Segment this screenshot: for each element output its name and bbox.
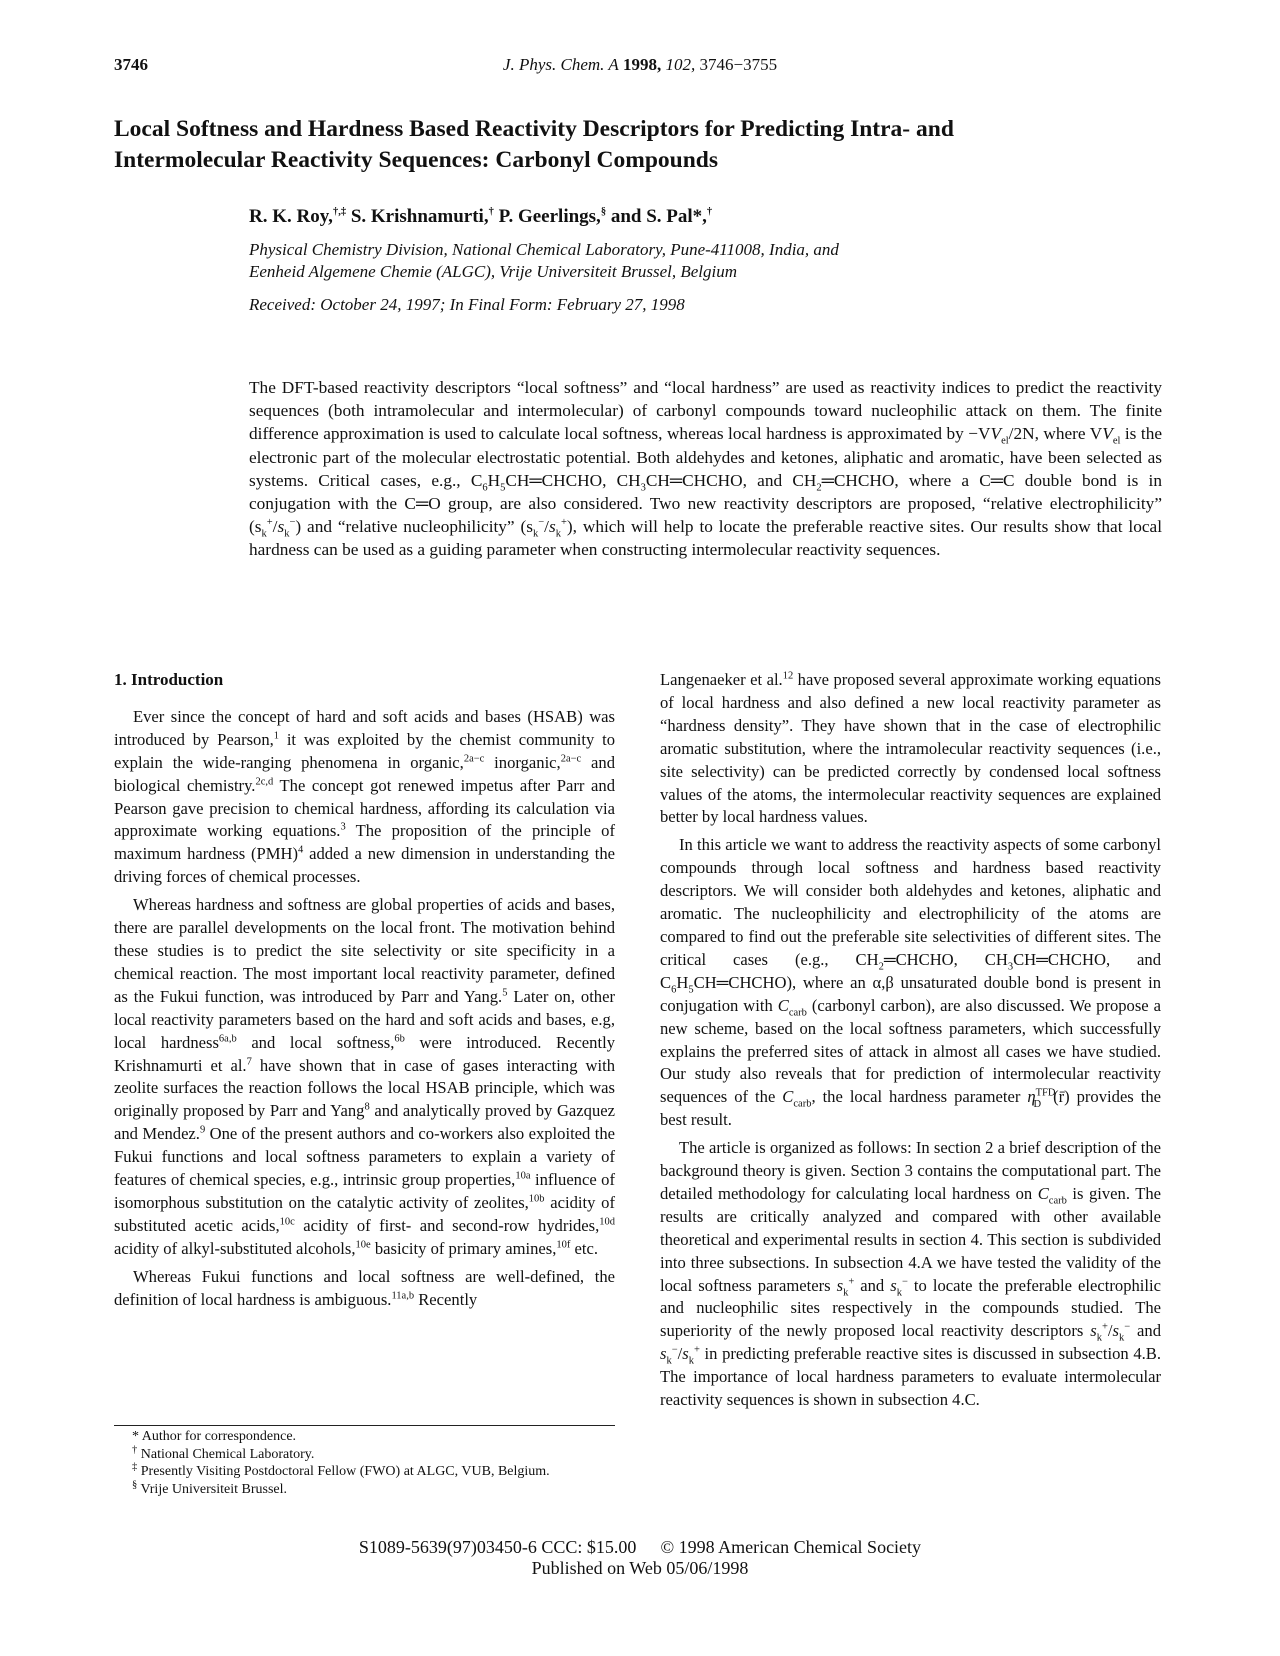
text: have proposed several approximate working equations of local hardness and also defined a new local reactivity parameter as “hardness density”. They have shown that in the case of electrophilic aromatic substitution, where the intramolecular reactivity sequences (i.e., site selectivity) can be predicted correctly by condensed local softness values of the atoms, the intermolecular reactivity sequences are explained better by local hardness values. xyxy=(660,670,1162,827)
text: The concept got renewed impetus after Parr and Pearson gave precision to chemical hardness, affording its calculation via approximate working equations. xyxy=(114,775,615,841)
ref: 2a−c xyxy=(463,753,485,765)
text: added a new dimension in understanding the driving forces of chemical processes. xyxy=(114,844,615,887)
sym: − xyxy=(538,517,545,529)
ref: 5 xyxy=(502,987,508,999)
journal-year: 1998, xyxy=(623,55,662,74)
author-pal: and S. Pal*, xyxy=(606,206,707,227)
text: Recently xyxy=(414,1289,478,1309)
sym: s xyxy=(277,517,285,537)
text: and biological chemistry. xyxy=(114,752,616,795)
ref: 9 xyxy=(199,1124,206,1136)
sym: + xyxy=(693,1344,700,1356)
abstract-text: CH═CHCHO, and CH xyxy=(645,470,817,490)
journal-name: J. Phys. Chem. A xyxy=(502,55,619,74)
sym: s xyxy=(1090,1321,1097,1341)
text: it was exploited by the chemist community to explain the wide-ranging phenomena in organic, xyxy=(114,729,615,772)
text: In this article we want to address the reactivity aspects of some carbonyl compounds through local softness and hardness based reactivity descriptors. We will consider both aldehydes and ketones, aliphatic and aromatic. The nucleophilicity and electrophilicity of the atoms are compared to find out the preferable site selectivities of different sites. The critical cases (e.g., CH xyxy=(660,835,1161,969)
sym: − xyxy=(289,517,296,529)
sym: † xyxy=(132,1443,138,1455)
left-column xyxy=(114,670,616,1311)
article-title xyxy=(114,114,1174,176)
author-pal-mark: † xyxy=(706,206,713,218)
sym: / xyxy=(677,1344,683,1364)
abstract-text: CH═CHCHO, CH xyxy=(505,470,641,490)
affiliation-line-1: Physical Chemistry Division, National Chemical Laboratory, Pune-411008, India, and xyxy=(249,240,839,259)
section-heading: 1. Introduction xyxy=(114,670,224,689)
text: to locate the preferable electrophilic and nucleophilic sites respectively in the compounds studied. The superiority of the newly proposed local reactivity descriptors xyxy=(660,1275,1161,1341)
sym: C xyxy=(777,995,789,1015)
text: The proposition of the principle of maximum hardness (PMH) xyxy=(114,821,615,864)
sym: / xyxy=(272,517,278,537)
text: and local softness, xyxy=(236,1032,395,1052)
sym: H xyxy=(676,972,689,992)
abstract xyxy=(249,376,1162,562)
sym: / xyxy=(1107,1321,1113,1341)
received-dates: Received: October 24, 1997; In Final Form: February 27, 1998 xyxy=(249,295,685,314)
paragraph xyxy=(660,834,1161,1132)
footnote-correspondence: * Author for correspondence. xyxy=(132,1429,297,1444)
ref: 2a−c xyxy=(560,753,582,765)
sym: / xyxy=(544,517,549,537)
sym: ‡ xyxy=(132,1461,138,1473)
text: and xyxy=(854,1275,891,1295)
sym: + xyxy=(1101,1321,1108,1333)
text: in predicting preferable reactive sites is discussed in subsection 4.B. The importance of local hardness parameters to evaluate intermolecular reactivity sequences is shown in subsection 4.C. xyxy=(660,1344,1161,1410)
sym: carb xyxy=(788,1007,807,1018)
sym: C xyxy=(1037,1183,1049,1203)
sym: el xyxy=(1112,435,1121,447)
text: influence of isomorphous substitution on the catalytic activity of zeolites, xyxy=(114,1170,616,1212)
sym: − xyxy=(671,1344,678,1356)
ref: 7 xyxy=(246,1055,252,1067)
sym: k xyxy=(1096,1332,1102,1344)
text: acidity of alkyl-substituted alcohols, xyxy=(114,1238,356,1258)
sym: (r̄) xyxy=(1053,1087,1070,1107)
title-line-2: Intermolecular Reactivity Sequences: Carbonyl Compounds xyxy=(114,147,719,173)
text: provides the best result. xyxy=(660,1087,1162,1130)
text: ═CHCHO, CH xyxy=(883,949,1008,969)
text: National Chemical Laboratory. xyxy=(137,1446,315,1462)
journal-pages: 3746−3755 xyxy=(699,55,778,74)
sym: k xyxy=(533,528,539,540)
footnote-vub xyxy=(114,1478,615,1499)
author-list xyxy=(249,206,712,228)
sym: § xyxy=(132,1478,138,1490)
paragraph xyxy=(660,1137,1161,1412)
journal-citation xyxy=(0,55,1280,75)
footnote-ncl xyxy=(114,1443,615,1464)
sym: 5 xyxy=(500,482,506,494)
sym: k xyxy=(261,528,267,540)
sym: TFD xyxy=(1035,1087,1056,1099)
ref: 10c xyxy=(279,1216,295,1228)
ref: 10f xyxy=(556,1239,571,1251)
sym: k xyxy=(896,1286,902,1298)
text: Whereas Fukui functions and local softness are well-defined, the definition of local hardness is ambiguous. xyxy=(114,1266,615,1309)
text: (carbonyl carbon), are also discussed. We propose a new scheme, based on the local softness parameters, which successfully explains the preferred sites of attack in almost all cases we have studied. Our study also reveals that for prediction of intermolecular reactivity sequences of the xyxy=(660,995,1161,1107)
author-geerlings: P. Geerlings, xyxy=(493,206,601,227)
text: CH═CHCHO), where an α,β unsaturated double bond is present in conjugation with xyxy=(660,972,1161,1015)
publication-date: Published on Web 05/06/1998 xyxy=(531,1558,749,1578)
author-krishnamurti: S. Krishnamurti, xyxy=(346,206,489,227)
sym: el xyxy=(1001,435,1009,447)
abstract-text: /2N, where V xyxy=(1008,424,1103,444)
sym: carb xyxy=(1048,1195,1067,1207)
sym: 6 xyxy=(671,984,677,996)
text: Ever since the concept of hard and soft acids and bases (HSAB) was introduced by Pearson, xyxy=(114,706,615,749)
sym: 5 xyxy=(688,984,694,996)
ref: 10b xyxy=(528,1193,545,1205)
sym: k xyxy=(555,528,561,540)
sym: s xyxy=(1112,1321,1119,1341)
text: CH═CHCHO, and C xyxy=(660,949,1161,992)
sym: V xyxy=(990,424,1002,444)
text: acidity of substituted acetic acids, xyxy=(114,1192,615,1235)
author-krishnamurti-mark: † xyxy=(488,206,494,218)
ref: 3 xyxy=(340,821,346,833)
text: acidity of first- and second-row hydrides, xyxy=(294,1215,600,1235)
text: Presently Visiting Postdoctoral Fellow (FWO) at ALGC, VUB, Belgium. xyxy=(137,1464,550,1479)
footnote-rule xyxy=(114,1425,615,1426)
ref: 4 xyxy=(298,844,304,856)
text: inorganic, xyxy=(484,752,561,772)
sym: + xyxy=(560,517,567,529)
author-roy: R. K. Roy, xyxy=(249,206,333,227)
footnotes xyxy=(114,1428,615,1498)
paragraph xyxy=(114,894,615,1261)
sym: H xyxy=(487,470,501,490)
sym: + xyxy=(266,517,273,529)
ref: 12 xyxy=(782,670,794,682)
text: and analytically proved by Gazquez and Mendez. xyxy=(114,1101,615,1144)
abstract-text: is the electronic part of the molecular electrostatic potential. Both aldehydes and ketones, aliphatic and aromatic, have been selected as systems. Critical cases, e.g., C xyxy=(249,424,1162,490)
text: , the local hardness parameter xyxy=(811,1087,1028,1107)
abstract-text: ), which will help to locate the preferable reactive sites. Our results show that local hardness can be used as a guiding parameter when constructing intermolecular reactivity sequences. xyxy=(249,517,1163,560)
text: and xyxy=(1130,1321,1161,1341)
copyright: © 1998 American Chemical Society xyxy=(660,1537,922,1557)
ref: 10d xyxy=(599,1216,615,1228)
text: Later on, other local reactivity parameters based on the hard and soft acids and bases, e.g, local hardness xyxy=(114,986,615,1052)
sym: η xyxy=(1027,1087,1036,1107)
ref: 2c,d xyxy=(255,776,274,788)
text: is given. The results are critically analyzed and compared with other available theoretical and experimental results in section 4. This section is subdivided into three subsections. In subsection 4.A we have tested the validity of the local softness parameters xyxy=(660,1183,1161,1295)
author-geerlings-mark: § xyxy=(600,206,607,218)
sym: C xyxy=(782,1087,794,1107)
sym: k xyxy=(688,1355,694,1367)
sym: s xyxy=(660,1344,667,1364)
paragraph xyxy=(114,706,615,889)
page-number: 3746 xyxy=(114,55,148,74)
footnote-fwo xyxy=(114,1463,615,1481)
text: One of the present authors and co-workers also exploited the Fukui functions and local softness parameters to explain a variety of features of chemical species, e.g., intrinsic group properties, xyxy=(114,1124,616,1190)
sym: k xyxy=(843,1286,849,1298)
sym: s xyxy=(682,1344,689,1364)
title-line-1: Local Softness and Hardness Based Reactivity Descriptors for Predicting Intra- and xyxy=(114,116,954,142)
abstract-text: The DFT-based reactivity descriptors “local softness” and “local hardness” are used as reactivity indices to predict the reactivity sequences (both intramolecular and intermolecular) of carbonyl compounds toward nucleophilic attack on them. The finite difference approximation is used to calculate local softness, whereas local hardness is approximated by −V xyxy=(249,378,1162,444)
author-roy-mark: †,‡ xyxy=(332,206,347,218)
sym: s xyxy=(890,1275,897,1295)
sym: + xyxy=(848,1276,855,1288)
sym: 3 xyxy=(640,482,646,494)
sym: k xyxy=(666,1355,672,1367)
sym: 2 xyxy=(816,482,822,494)
sym: − xyxy=(901,1276,908,1288)
sym: 2 xyxy=(878,961,884,973)
affiliation-line-2: Eenheid Algemene Chemie (ALGC), Vrije Universiteit Brussel, Belgium xyxy=(249,262,738,281)
journal-volume: 102, xyxy=(665,55,696,74)
ref: 8 xyxy=(364,1101,370,1113)
sym: − xyxy=(1124,1321,1131,1333)
doi-code: S1089-5639(97)03450-6 CCC: $15.00 xyxy=(358,1537,637,1557)
paragraph xyxy=(660,669,1161,829)
paragraph xyxy=(114,1266,615,1312)
text: The article is organized as follows: In section 2 a brief description of the background theory is given. Section 3 contains the computational part. The detailed methodology for calculating local hardness on xyxy=(660,1138,1161,1203)
sym: 6 xyxy=(482,482,488,494)
sym: V xyxy=(1102,424,1113,444)
abstract-text: ) and “relative nucleophilicity” (s xyxy=(295,517,533,537)
right-column xyxy=(660,669,1161,1412)
ref: 1 xyxy=(273,730,280,742)
text: Langenaeker et al. xyxy=(660,670,783,689)
text: basicity of primary amines, xyxy=(370,1238,557,1258)
sym: D xyxy=(1033,1098,1042,1110)
sym: k xyxy=(284,528,290,540)
ref: 6b xyxy=(394,1033,405,1045)
ref: 11a,b xyxy=(391,1290,415,1302)
text: etc. xyxy=(570,1238,599,1258)
text: were introduced. Recently Krishnamurti et al. xyxy=(114,1032,615,1075)
ref: 10a xyxy=(515,1170,531,1182)
ref: 10e xyxy=(355,1239,371,1251)
footer-line-1 xyxy=(0,1537,1280,1558)
sym: 3 xyxy=(1007,961,1014,973)
sym: k xyxy=(1118,1332,1125,1344)
affiliations xyxy=(249,239,1149,283)
text: Whereas hardness and softness are global properties of acids and bases, there are parallel developments on the local front. The motivation behind these studies is to predict the site selectivity or site specificity in a chemical reaction. The most important local reactivity parameter, defined as the Fukui function, was introduced by Parr and Yang. xyxy=(114,895,615,1006)
ref: 6a,b xyxy=(218,1033,237,1045)
text: Vrije Universiteit Brussel. xyxy=(137,1481,288,1497)
sym: s xyxy=(836,1275,844,1295)
sym: carb xyxy=(793,1098,812,1110)
text: have shown that in case of gases interacting with zeolite surfaces the reaction follows the local HSAB principle, which was originally proposed by Parr and Yang xyxy=(114,1055,615,1121)
abstract-text: ═CHCHO, where a C═C double bond is in conjugation with the C═O group, are also considered. Two new reactivity descriptors are proposed, “relative electrophilicity” (s xyxy=(249,470,1162,537)
sym: s xyxy=(548,517,556,537)
